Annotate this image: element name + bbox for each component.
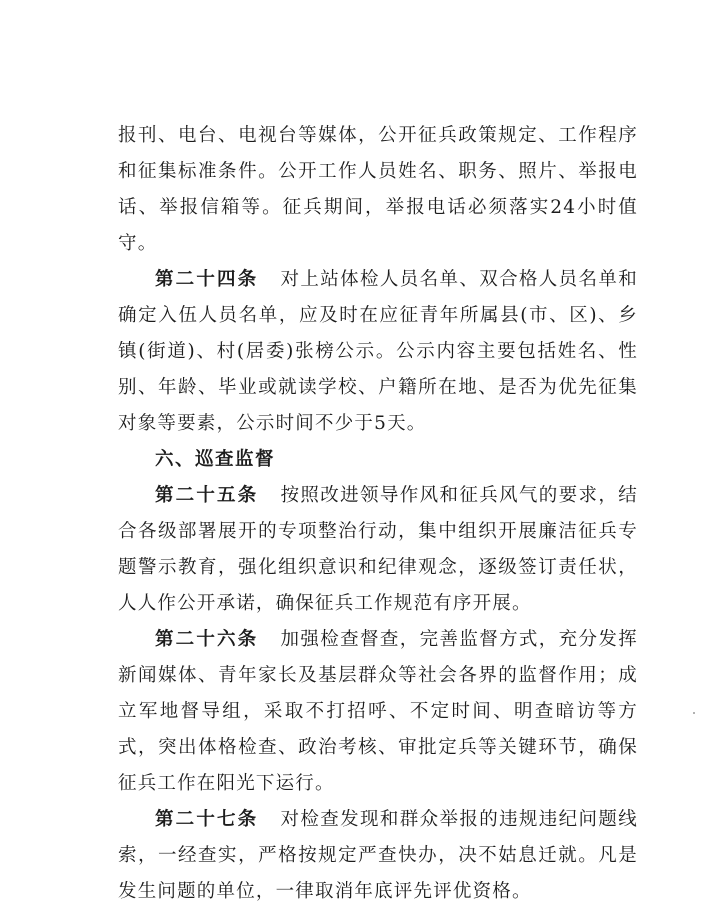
article-number: 第二十四条	[155, 269, 259, 290]
scan-speck	[693, 712, 695, 714]
article-26	[118, 622, 638, 802]
article-number: 第二十六条	[155, 629, 259, 650]
article-25	[118, 478, 638, 622]
article-text: 加强检查督查，完善监督方式，充分发挥新闻媒体、青年家长及基层群众等社会各界的监督作用；成立军地督导组，采取不打招呼、不定时间、明查暗访等方式，突出体格检查、政治考核、审批定兵等关键环节，确保征兵工作在阳光下运行。	[118, 629, 638, 794]
paragraph-continuation	[118, 118, 638, 262]
article-text: 对检查发现和群众举报的违规违纪问题线索，一经查实，严格按规定严查快办，决不姑息迁就。凡是发生问题的单位，一律取消年底评先评优资格。	[118, 809, 638, 902]
article-27	[118, 802, 638, 910]
section-heading	[118, 442, 638, 478]
paragraph-text: 报刊、电台、电视台等媒体，公开征兵政策规定、工作程序和征集标准条件。公开工作人员姓名、职务、照片、举报电话、举报信箱等。征兵期间，举报电话必须落实24小时值守。	[118, 125, 638, 254]
document-body	[118, 118, 638, 910]
article-text: 对上站体检人员名单、双合格人员名单和确定入伍人员名单，应及时在应征青年所属县(市、区)、乡镇(街道)、村(居委)张榜公示。公示内容主要包括姓名、性别、年龄、毕业或就读学校、户籍所在地、是否为优先征集对象等要素，公示时间不少于5天。	[118, 269, 638, 434]
article-number: 第二十五条	[155, 485, 259, 506]
article-number: 第二十七条	[155, 809, 259, 830]
article-24	[118, 262, 638, 442]
heading-text: 六、巡查监督	[155, 449, 276, 470]
article-text: 按照改进领导作风和征兵风气的要求，结合各级部署展开的专项整治行动，集中组织开展廉洁征兵专题警示教育，强化组织意识和纪律观念，逐级签订责任状，人人作公开承诺，确保征兵工作规范有序开展。	[118, 485, 638, 614]
